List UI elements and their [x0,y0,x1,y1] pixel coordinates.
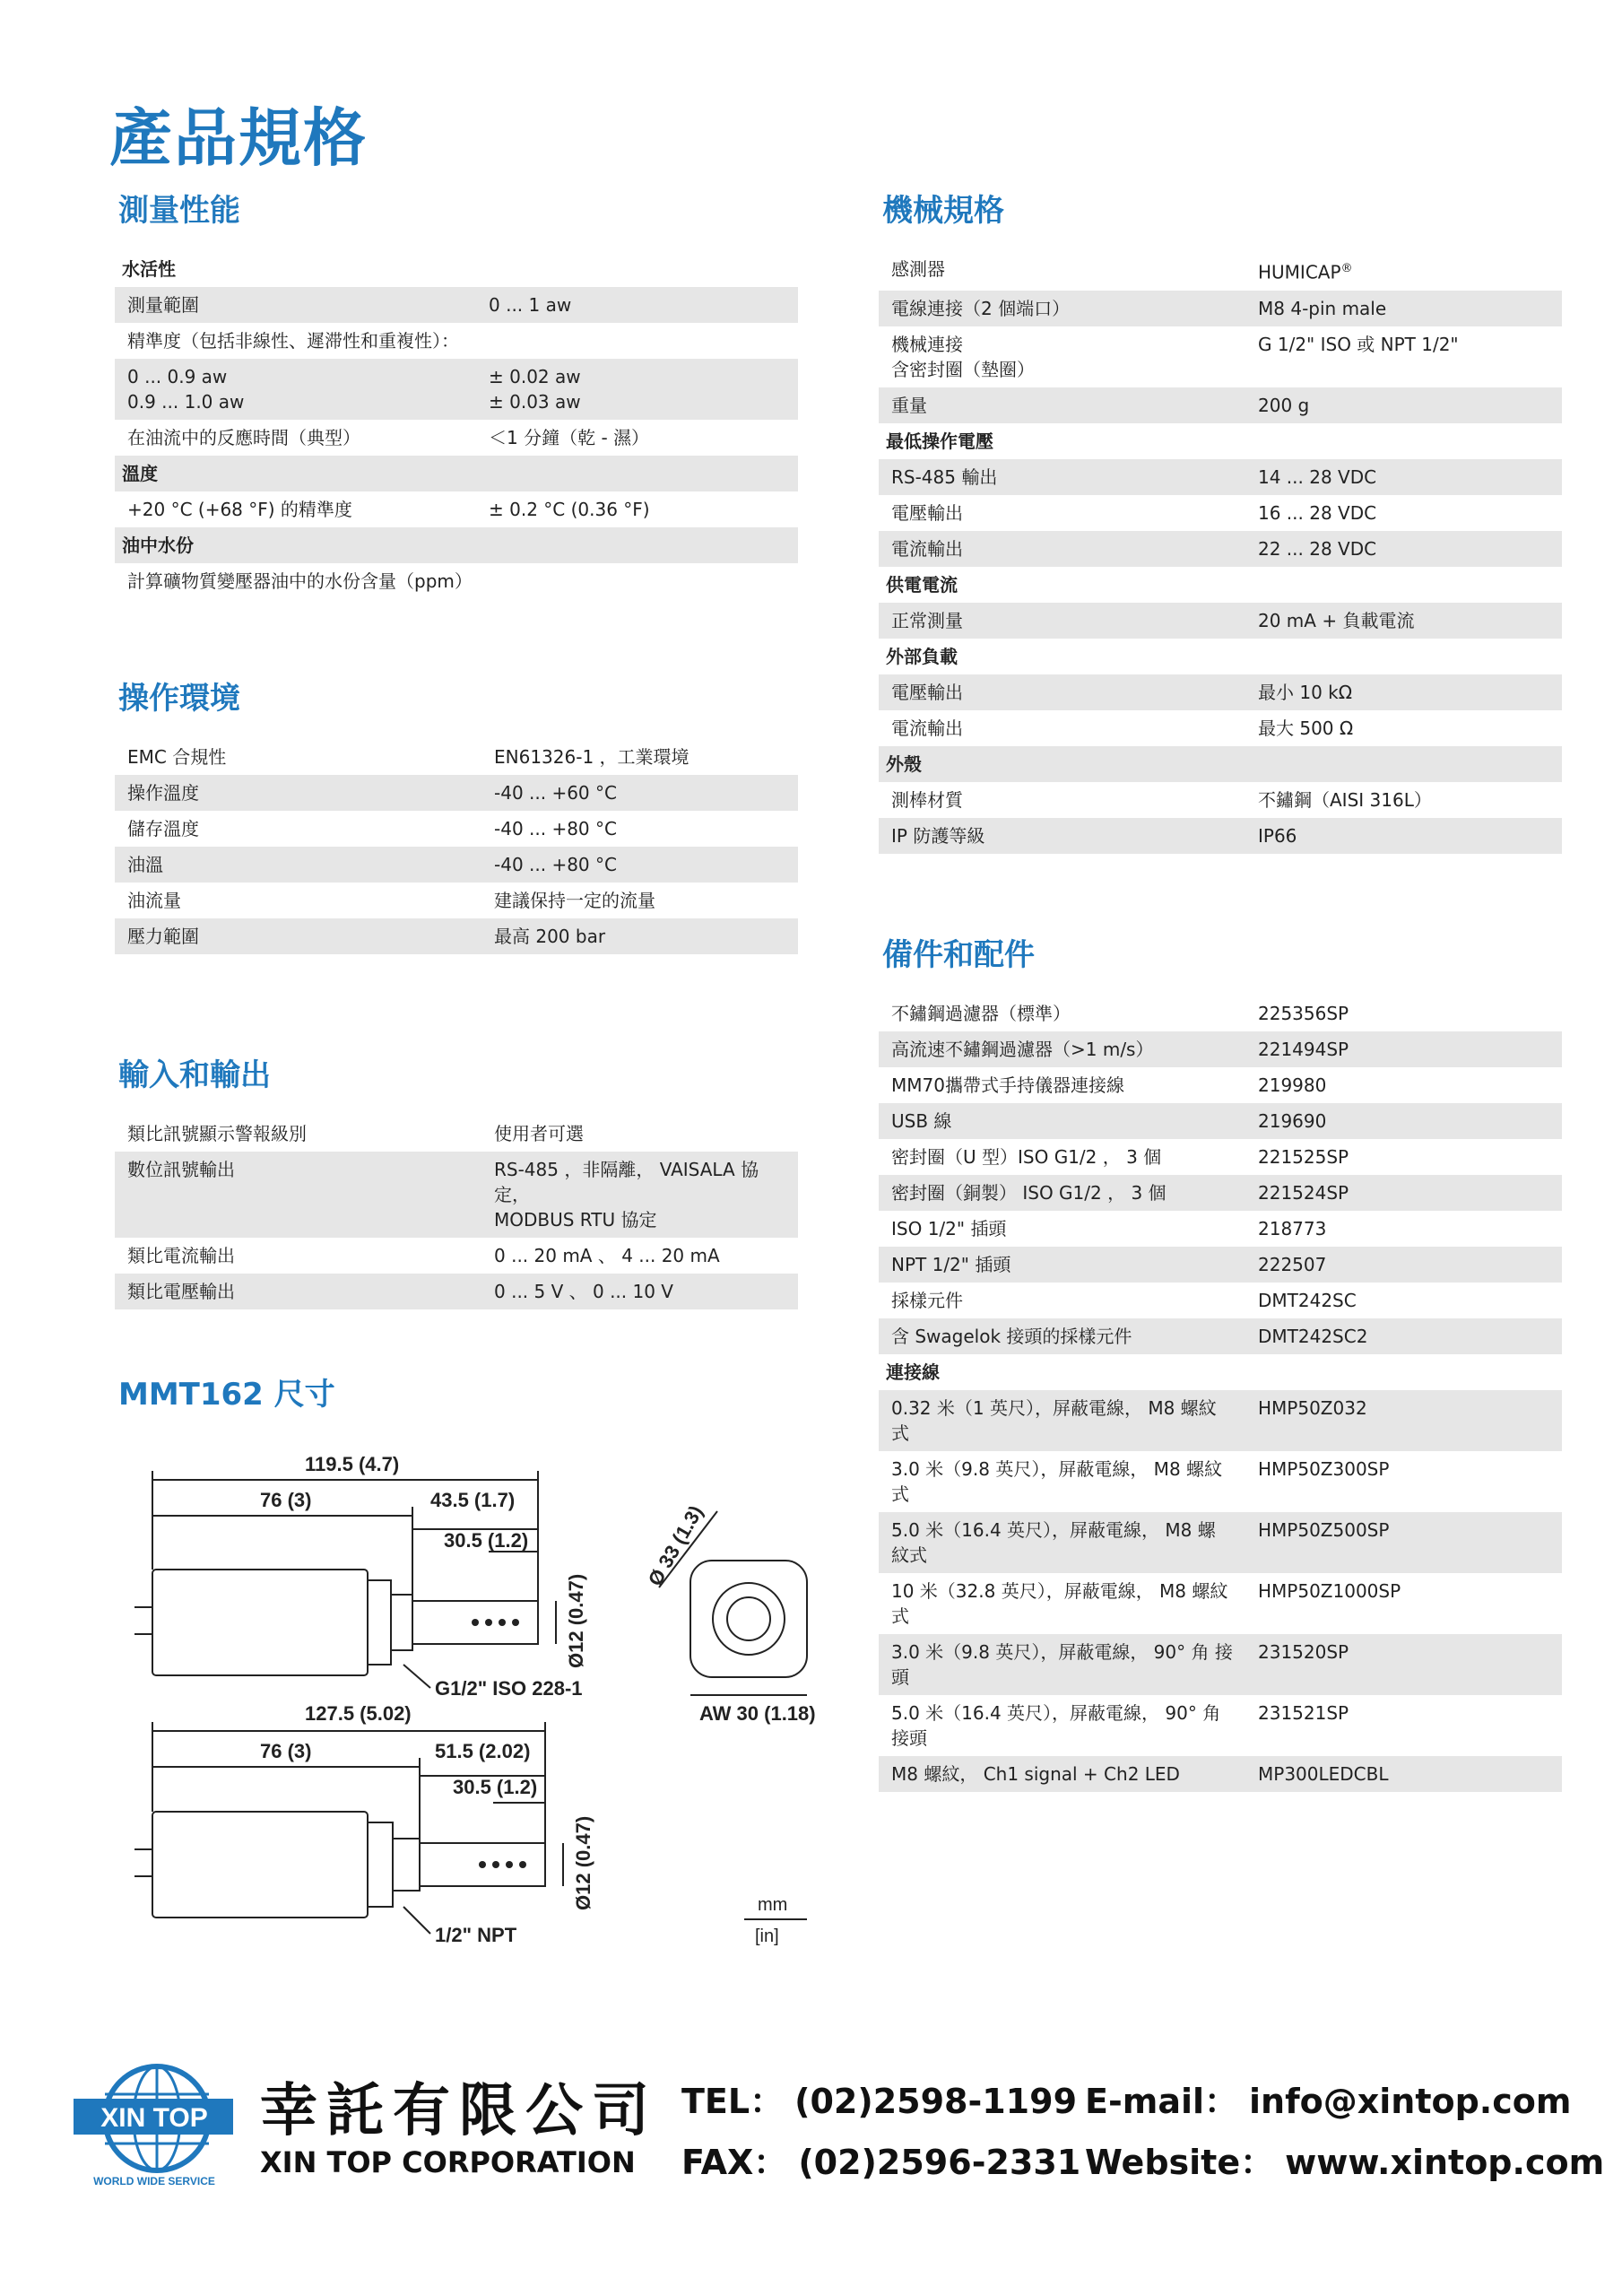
website-label: Website： [1085,2143,1275,2182]
section-title: MMT162 尺寸 [118,1377,335,1413]
spec-label: 類比訊號顯示警報級別 [127,1123,307,1144]
spec-label: 採樣元件 [891,1290,963,1311]
spec-row [879,1451,1562,1512]
section-title: 輸入和輸出 [118,1057,271,1093]
spec-row [115,420,798,456]
spec-row [879,291,1562,326]
spec-row [115,918,798,954]
spec-label: 測量範圍 [115,287,476,323]
dim-diameter-bottom: Ø12 (0.47) [572,1815,594,1910]
spec-row [879,1695,1562,1756]
email-value[interactable]: info@xintop.com [1249,2082,1572,2121]
spec-value: DMT242SC [1258,1290,1357,1311]
dim-length-bottom: 127.5 (5.02) [305,1702,412,1725]
spec-value: 不鏽鋼（AISI 316L） [1258,788,1432,811]
spec-row [879,1067,1562,1103]
spec-value: HMP50Z1000SP [1258,1580,1401,1602]
spec-value: -40 ... +80 °C [481,847,798,883]
spec-label: 3.0 米（9.8 英尺），屏蔽電線， M8 螺紋式 [891,1458,1223,1505]
sensor-neck-top [391,1595,412,1650]
spec-row [879,459,1562,495]
spec-value: 225356SP [1258,1003,1349,1024]
spec-value: 0 ... 20 mA 、 4 ... 20 mA [494,1245,720,1266]
section-title: 測量性能 [118,193,240,229]
sensor-neck-bottom [393,1839,420,1891]
spec-row [115,563,798,599]
spec-value [476,527,798,563]
spec-table [879,251,1562,854]
registered-mark: ® [1340,262,1353,275]
spec-row [879,1103,1562,1139]
spec-label: 5.0 米（16.4 英尺），屏蔽電線， M8 螺紋式 [879,1512,1245,1573]
spec-row [879,1283,1562,1318]
spec-value: 231521SP [1258,1702,1349,1724]
spec-label: USB 線 [879,1103,1245,1139]
spec-label: 類比電流輸出 [127,1245,235,1266]
spec-label: 電流輸出 [879,531,1245,567]
spec-label: 油流量 [127,890,181,911]
group-header-row [879,746,1562,782]
spec-table [115,739,798,954]
group-header-row [115,456,798,491]
spec-row [879,1634,1562,1695]
side-view-outer-circle [713,1583,785,1655]
side-view-inner-circle [727,1597,770,1640]
group-label: 水活性 [122,258,176,280]
spec-label: 5.0 米（16.4 英尺），屏蔽電線， 90° 角 接頭 [891,1702,1221,1749]
dim-side-aw: AW 30 (1.18) [699,1702,816,1725]
spec-value: M8 4-pin male [1245,291,1562,326]
spec-label: IP 防護等級 [879,818,1245,854]
spec-label: 操作溫度 [115,775,481,811]
dim-body-top: 76 (3) [260,1489,312,1511]
spec-value [476,456,798,491]
spec-label: 電流輸出 [891,717,963,739]
footer [72,2063,1605,2188]
spec-label: 0.32 米（1 英尺），屏蔽電線， M8 螺紋式 [879,1390,1245,1451]
spec-label: 密封圈（U 型）ISO G1/2 ， 3 個 [891,1146,1162,1168]
spec-row [115,491,798,527]
spec-label: 壓力範圍 [115,918,481,954]
spec-row [879,1512,1562,1573]
logo-ring-text: WORLD WIDE SERVICE [93,2175,215,2187]
side-view-hex [690,1561,807,1677]
accessories-section [879,935,1562,1792]
website-line [1085,2135,1604,2184]
spec-label: 電壓輸出 [879,674,1245,710]
spec-value: -40 ... +60 °C [481,775,798,811]
fax-line [681,2135,1080,2184]
spec-value: 使用者可選 [494,1123,584,1144]
spec-label: 密封圈（銅製） ISO G1/2 ， 3 個 [879,1175,1245,1211]
spec-row [115,323,798,359]
spec-value: -40 ... +80 °C [494,818,617,839]
sensor-thread-bottom [368,1822,393,1907]
spec-label: ISO 1/2" 插頭 [891,1218,1007,1239]
spec-value: HMP50Z032 [1245,1390,1562,1451]
section-title: 操作環境 [118,681,240,717]
spec-label: 高流速不鏽鋼過濾器（>1 m/s） [879,1031,1245,1067]
dim-probe-top: 43.5 (1.7) [430,1489,516,1511]
spec-value: 218773 [1258,1218,1327,1239]
spec-value [1245,746,1562,782]
spec-value [476,323,798,359]
spec-row [115,811,798,847]
group-label: 供電電流 [886,573,958,596]
tel-value: (02)2598-1199 [794,2082,1078,2121]
section-title: 機械規格 [882,193,1004,229]
section-title: 備件和配件 [882,937,1035,973]
spec-row [115,1116,798,1152]
logo-text: XIN TOP [100,2103,208,2133]
spec-value: 219980 [1258,1074,1327,1096]
spec-row [115,287,798,323]
spec-value [1245,1354,1562,1390]
spec-label: M8 螺紋， Ch1 signal + Ch2 LED [879,1756,1245,1792]
dim-thread-top: G1/2" ISO 228-1 [435,1677,583,1700]
spec-label: 精準度（包括非線性、遲滞性和重複性）： [127,330,459,352]
company-name-cn: 幸託有限公司 [260,2078,658,2144]
spec-label: 10 米（32.8 英尺），屏蔽電線， M8 螺紋式 [891,1580,1228,1627]
spec-value: 219690 [1245,1103,1562,1139]
spec-value [476,251,798,287]
spec-value: HMP50Z300SP [1258,1458,1390,1480]
group-label: 連接線 [886,1361,940,1383]
group-label: 油中水份 [115,527,476,563]
spec-label: 感測器 [891,258,945,280]
spec-label: 正常測量 [879,603,1245,639]
dim-probe-bottom: 51.5 (2.02) [435,1740,531,1762]
unit-in: [in] [755,1926,779,1946]
spec-label: RS-485 輸出 [879,459,1245,495]
spec-row [879,1175,1562,1211]
unit-mm: mm [758,1895,788,1915]
email-line [1085,2074,1571,2123]
spec-value [1245,639,1562,674]
spec-value: 22 ... 28 VDC [1245,531,1562,567]
spec-row [115,883,798,918]
spec-row [879,1247,1562,1283]
spec-row [115,847,798,883]
spec-label: 含 Swagelok 接頭的採樣元件 [879,1318,1245,1354]
spec-value: 0 ... 5 V 、 0 ... 10 V [481,1274,798,1309]
spec-value: 231520SP [1245,1634,1562,1695]
spec-row [115,1152,798,1238]
spec-value: ± 0.02 aw ± 0.03 aw [476,359,798,420]
spec-label: 電壓輸出 [891,501,963,524]
spec-value [1245,423,1562,459]
spec-value: 20 mA + 負載電流 [1245,603,1562,639]
spec-row [879,1318,1562,1354]
group-label: 最低操作電壓 [886,430,993,452]
spec-row [879,495,1562,531]
spec-row [879,603,1562,639]
spec-row [879,251,1562,291]
spec-label: 重量 [879,387,1245,423]
spec-label: 計算礦物質變壓器油中的水份含量（ppm） [127,570,473,592]
spec-row [879,531,1562,567]
spec-table [115,1116,798,1309]
measurement-section [115,190,798,599]
spec-row [879,818,1562,854]
group-header-row [879,423,1562,459]
io-section [115,1055,798,1309]
spec-value: HUMICAP® [1258,261,1353,283]
spec-value: DMT242SC2 [1245,1318,1562,1354]
spec-value: 221525SP [1258,1146,1349,1168]
spec-table [115,251,798,599]
spec-label: 數位訊號輸出 [115,1152,481,1238]
spec-value: 222507 [1245,1247,1562,1283]
sensor-thread-top [368,1580,391,1665]
spec-value [476,563,798,599]
spec-row [115,359,798,420]
dim-thread-bottom: 1/2" NPT [435,1924,517,1946]
spec-row [879,1756,1562,1792]
spec-value [1245,567,1562,603]
tel-label: TEL： [681,2082,785,2121]
group-header-row [879,567,1562,603]
spec-row [879,996,1562,1031]
spec-label: 測棒材質 [891,788,963,811]
group-label: 外部負載 [886,645,958,667]
group-label: 溫度 [115,456,476,491]
mechanical-section [879,190,1562,854]
page-title: 產品規格 [109,101,368,175]
spec-value: EN61326-1 ，工業環境 [494,746,690,768]
spec-row [879,782,1562,818]
spec-label: 油溫 [115,847,481,883]
spec-value: G 1/2" ISO 或 NPT 1/2" [1258,333,1459,355]
spec-label: 3.0 米（9.8 英尺），屏蔽電線， 90° 角 接頭 [879,1634,1245,1695]
spec-value: 221524SP [1245,1175,1562,1211]
spec-row [115,1274,798,1309]
spec-row [879,1139,1562,1175]
connector-bottom [134,1849,152,1876]
spec-value: 221494SP [1245,1031,1562,1067]
dimension-svg [134,1435,816,1955]
group-label: 外殼 [879,746,1245,782]
spec-label: 在油流中的反應時間（典型） [127,427,360,448]
dim-diameter-top: Ø12 (0.47) [565,1573,587,1668]
spec-value: 200 g [1245,387,1562,423]
tel-line [681,2074,1077,2123]
group-header-row [115,251,798,287]
dimension-drawing [134,1435,816,1955]
spec-value: 14 ... 28 VDC [1245,459,1562,495]
spec-value: 建議保持一定的流量 [494,890,655,911]
spec-value: ＜1 分鐘（乾 - 濕） [489,427,650,448]
dimensions-section [115,1374,798,1435]
spec-label: 儲存溫度 [127,818,199,839]
spec-table [879,996,1562,1792]
spec-row [879,674,1562,710]
spec-row [879,326,1562,387]
spec-label: 類比電壓輸出 [115,1274,481,1309]
spec-label: 0 ... 0.9 aw 0.9 ... 1.0 aw [115,359,476,420]
spec-label: NPT 1/2" 插頭 [879,1247,1245,1283]
group-header-row [879,639,1562,674]
spec-label: MM70攜帶式手持儀器連接線 [891,1074,1124,1096]
spec-value: 0 ... 1 aw [476,287,798,323]
connector-top [134,1607,152,1634]
spec-row [879,710,1562,746]
dim-tip-top: 30.5 (1.2) [444,1529,529,1552]
spec-value: 最小 10 kΩ [1245,674,1562,710]
fax-value: (02)2596-2331 [798,2143,1081,2182]
spec-row [879,1573,1562,1634]
email-label: E-mail： [1085,2082,1239,2121]
dim-length-top: 119.5 (4.7) [305,1453,400,1475]
sensor-body-top [152,1570,368,1675]
spec-value: 最高 200 bar [481,918,798,954]
spec-row [879,1031,1562,1067]
dim-tip-bottom: 30.5 (1.2) [453,1776,538,1798]
spec-value: RS-485 ，非隔離， VAISALA 協定， MODBUS RTU 協定 [481,1152,798,1238]
sensor-body-bottom [152,1812,368,1918]
spec-label: 不鏽鋼過濾器（標準） [891,1003,1071,1024]
website-value[interactable]: www.xintop.com [1285,2143,1605,2182]
spec-value: HMP50Z500SP [1245,1512,1562,1573]
spec-label: EMC 合規性 [127,746,227,768]
group-header-row [115,527,798,563]
environment-section [115,678,798,954]
spec-value: 16 ... 28 VDC [1258,501,1377,524]
dim-side-diameter: Ø 33 (1.3) [643,1501,707,1590]
spec-row [115,739,798,775]
group-header-row [879,1354,1562,1390]
spec-label: 電線連接（2 個端口） [879,291,1245,326]
spec-value: IP66 [1245,818,1562,854]
spec-row [879,1211,1562,1247]
spec-row [879,387,1562,423]
spec-value: MP300LEDCBL [1245,1756,1562,1792]
spec-row [115,775,798,811]
dim-body-bottom: 76 (3) [260,1740,312,1762]
spec-value: 最大 500 Ω [1258,717,1354,739]
company-name-en: XIN TOP CORPORATION [260,2145,636,2179]
spec-label: 機械連接 含密封圈（墊圈） [891,333,1035,380]
spec-label: +20 °C (+68 °F) 的精準度 [127,499,352,520]
company-logo [72,2063,233,2188]
fax-label: FAX： [681,2143,788,2182]
spec-row [879,1390,1562,1451]
spec-row [115,1238,798,1274]
spec-value: ± 0.2 °C (0.36 °F) [489,499,650,520]
